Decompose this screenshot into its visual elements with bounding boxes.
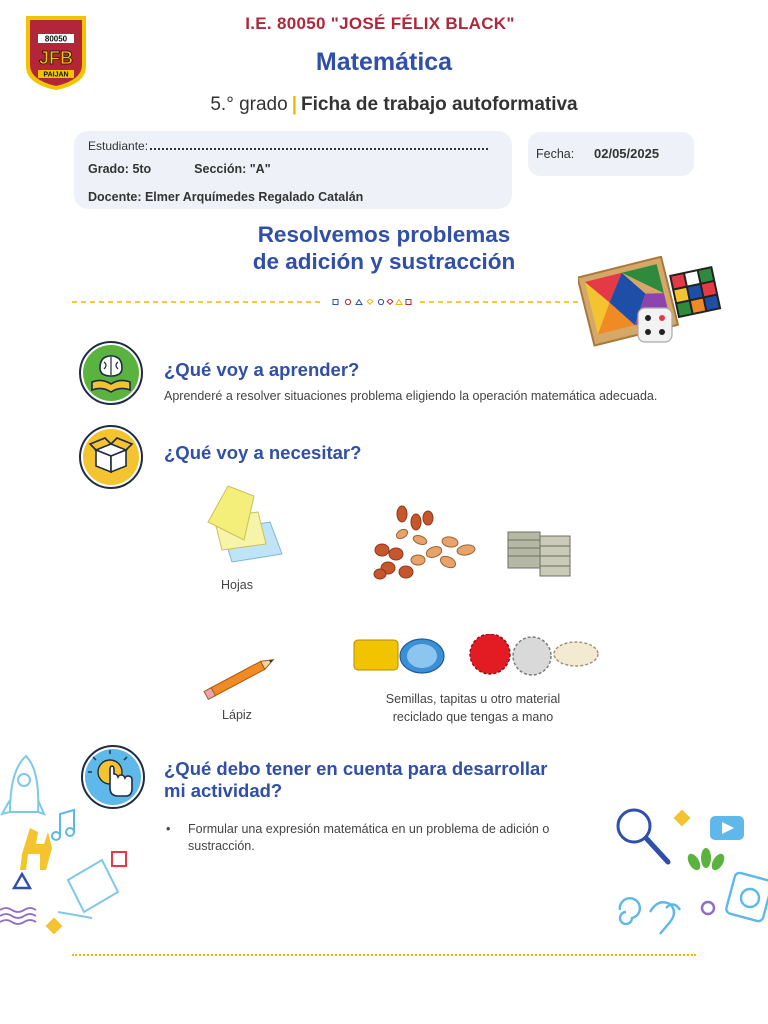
grade-label: Grado: 5to [88,162,152,176]
seeds-image [370,504,488,586]
cans-image [504,526,572,580]
consider-title-line2: mi actividad? [164,780,283,801]
school-name: I.E. 80050 "JOSÉ FÉLIX BLACK" [245,14,515,33]
logo-letters: JFB [38,48,74,68]
box-icon [78,424,144,490]
date-box [528,132,694,176]
materials-caption-line2: reciclado que tengas a mano [392,710,554,724]
bullet-marker: • [166,822,171,836]
need-title: ¿Qué voy a necesitar? [164,442,362,463]
lesson-title-line2: de adición y sustracción [252,249,516,274]
pencil-image [198,654,282,702]
student-row [88,139,488,153]
grade-text: 5.° grado [210,94,288,115]
section-label: Sección: "A" [194,162,271,176]
grade-section-row [88,162,271,176]
student-info-box [74,131,512,209]
lesson-title-line1: Resolvemos problemas [257,222,511,247]
materials-caption-line1: Semillas, tapitas u otro material [385,692,561,706]
logo-town: PAIJAN [43,71,69,79]
materials-caption [344,690,602,726]
title-divider [72,299,582,305]
learn-title: ¿Qué voy a aprender? [164,359,360,380]
lesson-title [170,221,598,275]
grade-line [100,94,688,116]
date-label: Fecha: [536,147,575,161]
sheet-type: Ficha de trabajo autoformativa [301,94,578,115]
date-value: 02/05/2025 [594,146,660,161]
bottle-caps-image [352,634,602,678]
consider-title-line1: ¿Qué debo tener en cuenta para desarrollar [164,758,548,779]
sheets-caption: Hojas [221,578,253,592]
paper-sheets-image [204,482,286,568]
subject-title: Matemática [315,48,453,76]
school-logo [22,14,90,92]
logo-number: 80050 [44,34,68,44]
footer-divider [72,954,696,956]
student-name-field[interactable] [150,141,488,150]
pencil-caption: Lápiz [222,708,252,722]
consider-title [164,758,644,802]
student-label: Estudiante: [88,139,149,153]
grade-separator: | [291,94,298,115]
learn-text: Aprenderé a resolver situaciones problema eligiendo la operación matemática adecuada. [164,389,658,403]
math-games-illustration [578,256,734,348]
teacher-label: Docente: Elmer Arquímedes Regalado Catalán [88,190,364,204]
brain-book-icon [78,340,144,406]
bullet-text: Formular una expresión matemática en un problema de adición o sustracción. [188,822,550,853]
right-doodles-decoration [606,800,768,942]
left-doodles-decoration [0,752,140,938]
